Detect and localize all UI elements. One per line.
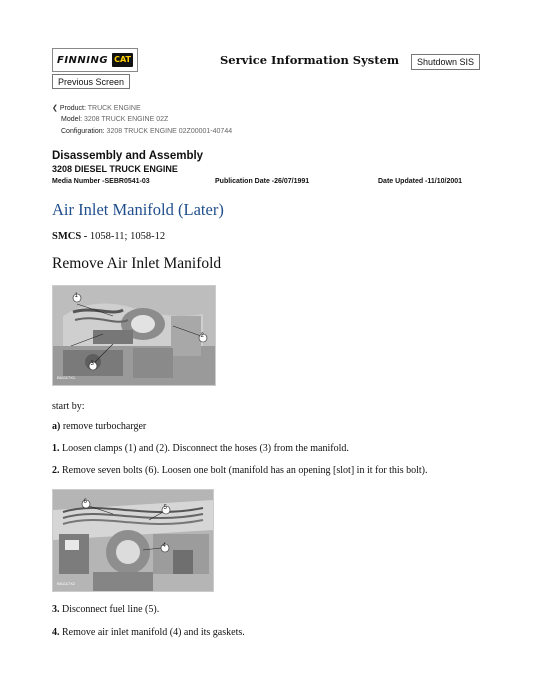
step-2	[52, 465, 428, 476]
step-4-number: 4.	[52, 627, 60, 638]
back-chevron-icon[interactable]: ❮	[52, 105, 58, 112]
document-subheading: 3208 DIESEL TRUCK ENGINE	[52, 164, 178, 174]
publication-date: Publication Date -26/07/1991	[215, 178, 310, 185]
product-label: Product:	[59, 105, 86, 112]
photo-2-caption: B61117X2	[57, 581, 76, 586]
callout-6: 6	[83, 499, 87, 505]
engine-photo-1	[52, 285, 216, 386]
step-1-text: Loosen clamps (1) and (2). Disconnect the hoses (3) from the manifold.	[59, 443, 349, 454]
media-number: Media Number -SEBR0541-03	[52, 178, 150, 185]
finning-logo-text: FINNING	[57, 54, 109, 66]
callout-3: 3	[90, 361, 94, 367]
step-3-number: 3.	[52, 604, 60, 615]
product-row	[52, 104, 141, 112]
system-title: Service Information System	[220, 53, 400, 67]
model-value: 3208 TRUCK ENGINE 02Z	[83, 116, 169, 123]
step-2-text: Remove seven bolts (6). Loosen one bolt (manifold has an opening [slot] in it for this bolt).	[59, 465, 428, 476]
start-by-text: start by:	[52, 401, 85, 412]
date-updated: Date Updated -11/10/2001	[378, 178, 463, 185]
configuration-label: Configuration:	[61, 128, 105, 135]
configuration-value: 3208 TRUCK ENGINE 02Z00001-40744	[106, 128, 233, 135]
step-4	[52, 627, 245, 638]
prereq-label: a)	[52, 421, 61, 432]
document-heading: Disassembly and Assembly	[52, 150, 204, 162]
step-4-text: Remove air inlet manifold (4) and its gaskets.	[59, 627, 245, 638]
step-3-text: Disconnect fuel line (5).	[59, 604, 160, 615]
callout-2: 2	[200, 333, 204, 339]
prereq-text: remove turbocharger	[60, 421, 147, 432]
previous-screen-button[interactable]: Previous Screen	[52, 74, 130, 89]
model-label: Model:	[61, 116, 83, 123]
photo-1-caption: B61117X1	[57, 375, 76, 380]
step-3	[52, 604, 159, 615]
configuration-row	[61, 128, 232, 135]
shutdown-sis-button[interactable]: Shutdown SIS	[411, 54, 480, 70]
step-1	[52, 443, 349, 454]
section-title: Remove Air Inlet Manifold	[52, 255, 222, 272]
step-2-number: 2.	[52, 465, 60, 476]
callout-5: 5	[163, 505, 167, 511]
step-1-number: 1.	[52, 443, 60, 454]
callout-1: 1	[74, 293, 78, 299]
prereq-line	[52, 421, 146, 432]
engine-photo-2	[52, 489, 214, 592]
finning-cat-logo	[52, 48, 138, 72]
product-value: TRUCK ENGINE	[87, 105, 141, 112]
smcs-value: 1058-11; 1058-12	[87, 231, 166, 242]
page-title: Air Inlet Manifold (Later)	[52, 200, 224, 219]
model-row	[61, 116, 168, 123]
cat-logo-badge: CAT	[112, 53, 133, 67]
smcs-line	[52, 231, 165, 242]
callout-4: 4	[162, 543, 166, 549]
smcs-label: SMCS -	[52, 231, 88, 242]
